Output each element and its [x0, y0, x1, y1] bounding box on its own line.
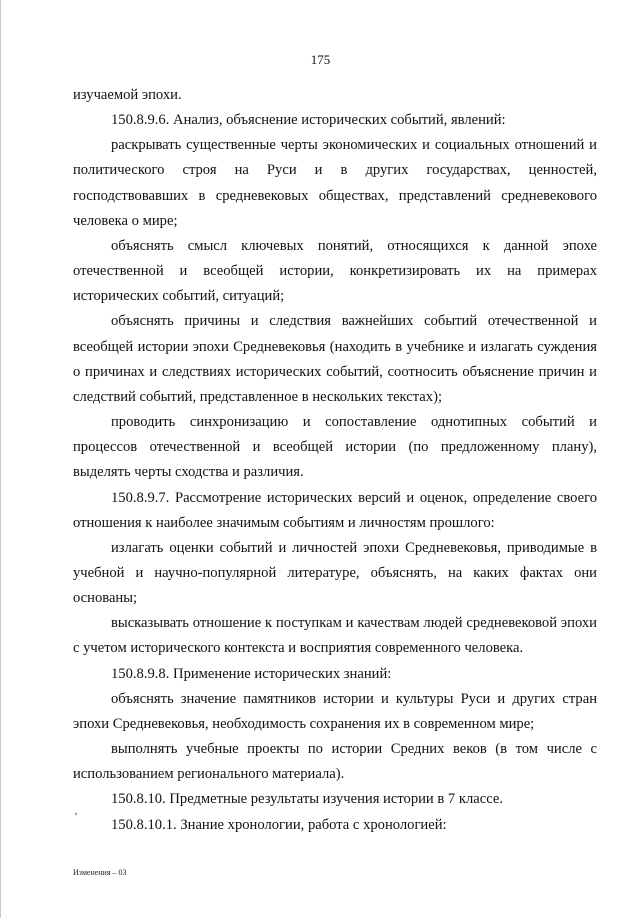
paragraph-present-assessments: излагать оценки событий и личностей эпохи Средневековья, приводимые в учебной и научно-популярной литературе, объяснять, на каких фактах они основаны;	[73, 539, 597, 607]
stray-mark: ʼ	[74, 811, 78, 823]
paragraph-explain-causes: объяснять причины и следствия важнейших событий отечественной и всеобщей истории эпохи Средневековья (находить в учебнике и излагать суждения о причинах и следствиях исторических событий, соотносить объяснение причин и следствий событий, представленное в нескольких текстах);	[73, 313, 597, 405]
footer-revision-note: Изменения – 03	[73, 868, 127, 877]
section-heading-150-8-10-1: 150.8.10.1. Знание хронологии, работа с хронологией:	[111, 816, 447, 833]
paragraph-express-attitude: высказывать отношение к поступкам и качествам людей средневековой эпохи с учетом исторического контекста и восприятия современного человека.	[73, 615, 597, 657]
paragraph-continuation: изучаемой эпохи.	[73, 87, 182, 103]
section-heading-150-8-10: 150.8.10. Предметные результаты изучения истории в 7 классе.	[111, 791, 503, 808]
document-body	[73, 83, 597, 838]
paragraph-explain-monuments: объяснять значение памятников истории и культуры Руси и других стран эпохи Средневековья, необходимость сохранения их в современном мире;	[73, 690, 597, 732]
page-number: 175	[310, 52, 331, 67]
paragraph-projects: выполнять учебные проекты по истории Средних веков (в том числе с использованием регионального материала).	[73, 741, 597, 783]
paragraph-reveal-features: раскрывать существенные черты экономических и социальных отношений и политического строя на Руси и в других государствах, ценностей, господствовавших в средневековых обществах, представлений средневекового человека о мире;	[73, 137, 597, 229]
paragraph-synchronization: проводить синхронизацию и сопоставление однотипных событий и процессов отечественной и всеобщей истории (по предложенному плану), выделять черты сходства и различия.	[73, 414, 597, 481]
section-heading-150-8-9-7: 150.8.9.7. Рассмотрение исторических версий и оценок, определение своего отношения к наиболее значимым событиям и личностям прошлого:	[73, 489, 597, 531]
section-heading-150-8-9-6: 150.8.9.6. Анализ, объяснение исторических событий, явлений:	[111, 112, 506, 129]
section-heading-150-8-9-8: 150.8.9.8. Применение исторических знаний:	[111, 665, 392, 682]
paragraph-explain-concepts: объяснять смысл ключевых понятий, относящихся к данной эпохе отечественной и всеобщей истории, конкретизировать их на примерах исторических событий, ситуаций;	[73, 237, 597, 305]
